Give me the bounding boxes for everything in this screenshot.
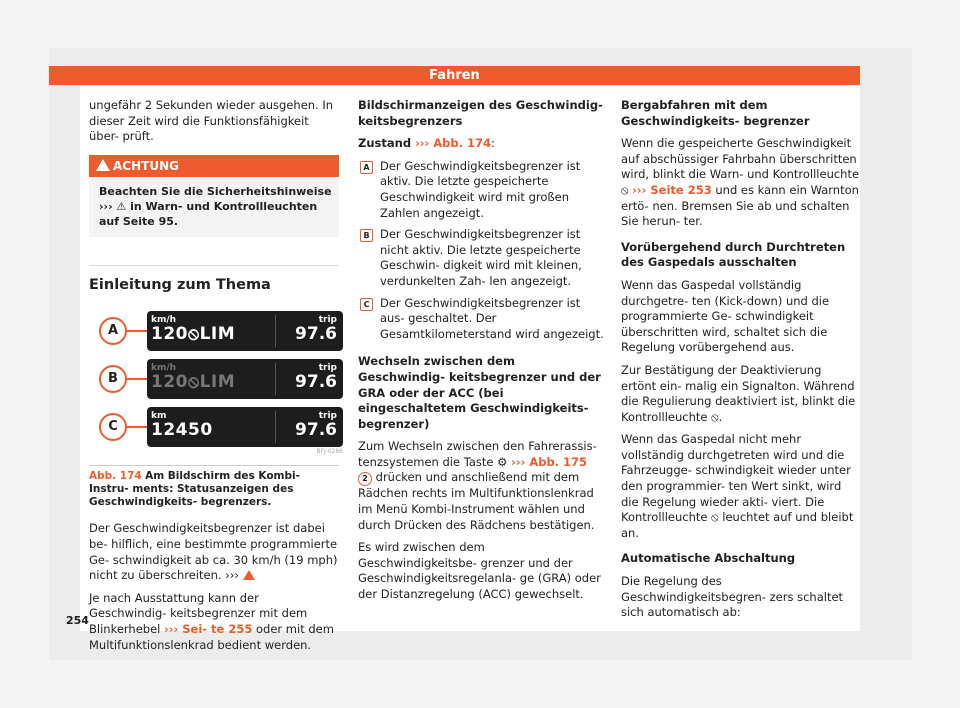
callout-number: 2 [358,472,372,486]
display-trip-label: trip [318,363,337,374]
section-heading: Vorübergehend durch Durchtreten des Gaspedals ausschalten [621,239,846,270]
paragraph-text: und es kann ein Warnton ertö- nen. Bremsen Sie ab und schalten Sie herun- ter. [621,182,859,229]
paragraph-text: Wenn die gespeicherte Geschwindigkeit auf abschüssiger Fahrbahn überschritten wird, blinkt die Warn- und Kontrollleuchte ⦸ [621,136,860,197]
paragraph-text: oder mit dem Multifunktionslenkrad bedient werden. [89,621,334,652]
warning-header [89,155,339,177]
figure-caption [89,465,339,509]
figure-174 [89,311,343,461]
column-3 [621,98,860,628]
display-divider [275,411,276,443]
chapter-header: Fahren [49,66,860,85]
display-trip-value: 97.6 [295,324,337,345]
item-text: Der Geschwindigkeitsbegrenzer ist aktiv. Die letzte gespeicherte Geschwindigkeit wird mit großen Zahlen angezeigt. [380,158,581,220]
item-key-c: C [360,298,373,311]
display-row-c [147,407,343,447]
display-speed-value: 120⦸LIM [151,324,236,345]
page-number: 254 [66,614,89,627]
list-item [358,227,604,289]
warning-triangle-icon [96,159,110,171]
display-trip-label: trip [318,315,337,326]
figure-id: BFJ-0286 [316,447,343,455]
paragraph-text: drücken und anschließend mit dem Rädchen rechts im Multifunktionslenkrad im Menü Kombi-Instrument wählen und durch Drücken des Rädchens bestätigen. [358,470,595,532]
state-line [358,136,604,152]
figure-key-a: A [99,317,127,345]
caption-number: Abb. 174 [89,470,142,483]
list-item [358,296,604,343]
figure-key-b: B [99,365,127,393]
state-label: Zustand [358,136,416,151]
paragraph: Wenn das Gaspedal vollständig durchgetre- ten (Kick-down) und die programmierte Ge- schwindigkeit überschritten wird, schaltet sich die Regelung vorübergehend aus. [621,277,830,355]
display-speed-value: 120⦸LIM [151,372,236,393]
figure-link[interactable]: ››› Abb. 175 [511,454,588,469]
intro-paragraph: ungefähr 2 Sekunden wieder ausgehen. In dieser Zeit wird die Funktionsfähigkeit über- prüft. [89,98,334,144]
item-key-b: B [360,229,373,242]
section-heading: Bergabfahren mit dem Geschwindigkeits- begrenzer [621,98,810,128]
paragraph-text: Der Geschwindigkeitsbegrenzer ist dabei be- hilflich, eine bestimmte programmierte Ge- schwindigkeit ab ca. 30 km/h (19 mph) nicht zu überschreiten. ››› [89,521,338,583]
paragraph [621,136,860,230]
figure-link[interactable]: ››› Abb. 174 [415,136,492,151]
warning-title: ACHTUNG [113,158,179,173]
display-trip-value: 97.6 [295,420,337,441]
page-link[interactable]: ››› Sei- te 255 [164,621,253,636]
display-row-b [147,359,343,399]
list-item [358,159,604,221]
paragraph: Wenn das Gaspedal nicht mehr vollständig durchgetreten wird und die Fahrzeugge- schwindigkeit wieder unter den programmier- ten Wert sinkt, wird die Regelung wieder akti- viert. Die Kontrollleuchte ⦸ leuchtet auf und bleibt an. [621,432,854,540]
item-text: Der Geschwindigkeitsbegrenzer ist aus- geschaltet. Der Gesamtkilometerstand wird angezeigt. [380,295,604,341]
paragraph-text: Je nach Ausstattung kann der Geschwindig- keitsbegrenzer mit dem Blinkerhebel [89,590,308,636]
paragraph [89,591,339,653]
section-heading: Bildschirmanzeigen des Geschwindig- keitsbegrenzers [358,98,603,128]
display-divider [275,315,276,347]
display-unit-label: km/h [151,363,177,374]
page-link[interactable]: ››› Seite 253 [632,182,712,197]
display-unit-label: km [151,411,167,422]
connector-line [125,426,147,428]
display-odometer-value: 12450 [151,420,213,441]
state-colon: : [491,136,495,151]
paragraph [358,439,604,533]
section-heading: Automatische Abschaltung [621,551,796,566]
warning-body: Beachten Sie die Sicherheitshinweise ››› ⚠ in Warn- und Kontrollleuchten auf Seite 95. [89,177,339,237]
display-trip-value: 97.6 [295,372,337,393]
section-heading: Wechseln zwischen dem Geschwindig- keitsbegrenzer und der GRA oder der ACC (bei eingeschaltetem Geschwindigkeits- begrenzer) [358,354,601,431]
display-row-a [147,311,343,351]
warning-triangle-icon [243,570,255,580]
section-title: Einleitung zum Thema [89,265,339,294]
paragraph-text: Zum Wechseln zwischen den Fahrerassis- tenzsystemen die Taste ⚙ [358,439,597,469]
column-1 [89,98,343,660]
caption-text: Am Bildschirm des Kombi-Instru- ments: Statusanzeigen des Geschwindigkeits- begrenzers. [89,470,300,509]
paragraph [89,521,339,583]
display-unit-label: km/h [151,315,177,326]
paragraph: Es wird zwischen dem Geschwindigkeitsbe- grenzer und der Geschwindigkeitsregelanla- ge (GRA) oder der Distanzregelung (ACC) gewechselt. [358,540,601,602]
connector-line [125,378,147,380]
paragraph: Zur Bestätigung der Deaktivierung ertönt ein- malig ein Signalton. Während die Regulierung deaktiviert ist, blinkt die Kontrollleuchte ⦸. [621,362,856,424]
display-divider [275,363,276,395]
figure-key-c: C [99,413,127,441]
connector-line [125,330,147,332]
display-trip-label: trip [318,411,337,422]
column-2 [358,98,604,610]
paragraph: Die Regelung des Geschwindigkeitsbegren- zers schaltet sich automatisch ab: [621,574,844,620]
item-key-a: A [360,161,373,174]
item-text: Der Geschwindigkeitsbegrenzer ist nicht aktiv. Die letzte gespeicherte Geschwin- digkeit wird mit kleinen, verdunkelten Zah- len angezeigt. [380,227,582,288]
